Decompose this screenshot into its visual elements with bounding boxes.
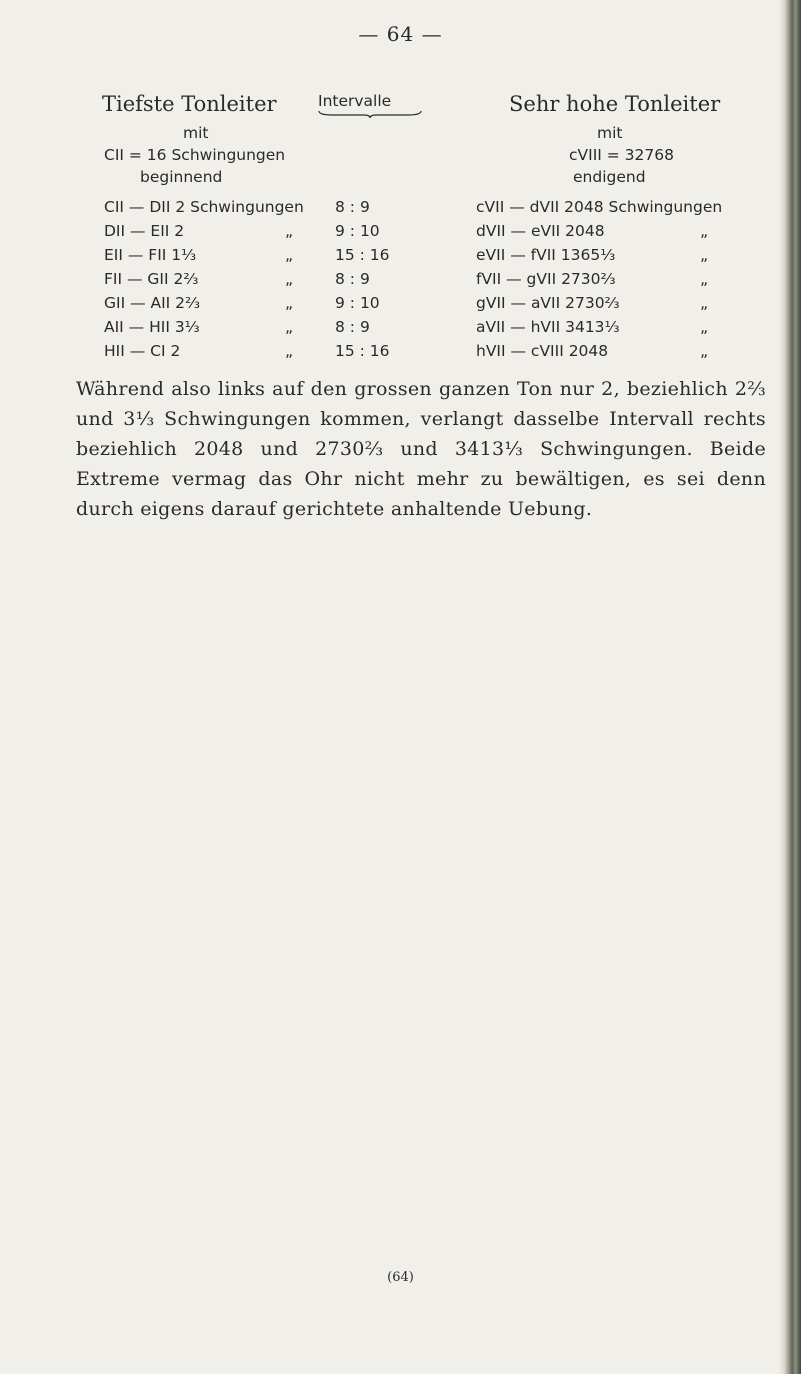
- right-interval: cVII — dVII 2048 Schwingungen: [476, 198, 723, 216]
- table-row: [0, 222, 801, 246]
- left-ditto: „: [285, 222, 294, 240]
- right-intro-line: mit: [597, 124, 623, 142]
- right-interval: gVII — aVII 2730⅔: [476, 294, 620, 312]
- left-intro-line: mit: [183, 124, 209, 142]
- ratio: 8 : 9: [335, 318, 370, 336]
- left-interval: EII — FII 1⅓: [104, 246, 197, 264]
- body-paragraph: Während also links auf den grossen ganzen Ton nur 2, beziehlich 2⅔ und 3⅓ Schwingungen kommen, verlangt dasselbe Intervall rechts beziehlich 2048 und 2730⅔ und 3413⅓ Schwingungen. Beide Extreme vermag das Ohr nicht mehr zu bewältigen, es sei denn durch eigens darauf gerichtete anhaltende Uebung.: [76, 378, 766, 520]
- left-interval: CII — DII 2 Schwingungen: [104, 198, 304, 216]
- left-ditto: „: [285, 270, 294, 288]
- left-interval: FII — GII 2⅔: [104, 270, 199, 288]
- left-ditto: „: [285, 342, 294, 360]
- ratio: 15 : 16: [335, 246, 390, 264]
- left-ditto: „: [285, 246, 294, 264]
- page-number: — 64 —: [358, 22, 443, 46]
- left-ditto: „: [285, 294, 294, 312]
- table-row: [0, 198, 801, 222]
- page-footer-number: (64): [387, 1270, 414, 1285]
- right-ditto: „: [700, 294, 709, 312]
- ratio: 8 : 9: [335, 270, 370, 288]
- right-interval: fVII — gVII 2730⅔: [476, 270, 616, 288]
- left-column-title: Tiefste Tonleiter: [102, 92, 277, 116]
- table-row: [0, 294, 801, 318]
- left-ditto: „: [285, 318, 294, 336]
- middle-column-title: Intervalle: [318, 92, 392, 110]
- ratio: 8 : 9: [335, 198, 370, 216]
- table-row: [0, 246, 801, 270]
- right-ditto: „: [700, 318, 709, 336]
- table-row: [0, 318, 801, 342]
- right-interval: dVII — eVII 2048: [476, 222, 605, 240]
- right-interval: eVII — fVII 1365⅓: [476, 246, 616, 264]
- right-interval: hVII — cVIII 2048: [476, 342, 609, 360]
- left-interval: DII — EII 2: [104, 222, 185, 240]
- right-ditto: „: [700, 270, 709, 288]
- right-ditto: „: [700, 246, 709, 264]
- left-interval: GII — AII 2⅔: [104, 294, 201, 312]
- left-interval: AII — HII 3⅓: [104, 318, 200, 336]
- ratio: 15 : 16: [335, 342, 390, 360]
- ratio: 9 : 10: [335, 294, 380, 312]
- left-intro-line: beginnend: [140, 168, 223, 186]
- right-interval: aVII — hVII 3413⅓: [476, 318, 620, 336]
- right-intro-line: cVIII = 32768: [569, 146, 674, 164]
- table-row: [0, 342, 801, 366]
- right-ditto: „: [700, 342, 709, 360]
- header-brace: [318, 110, 422, 118]
- table-row: [0, 270, 801, 294]
- left-interval: HII — CI 2: [104, 342, 181, 360]
- right-column-title: Sehr hohe Tonleiter: [509, 92, 721, 116]
- ratio: 9 : 10: [335, 222, 380, 240]
- left-intro-line: CII = 16 Schwingungen: [104, 146, 286, 164]
- right-intro-line: endigend: [573, 168, 646, 186]
- right-ditto: „: [700, 222, 709, 240]
